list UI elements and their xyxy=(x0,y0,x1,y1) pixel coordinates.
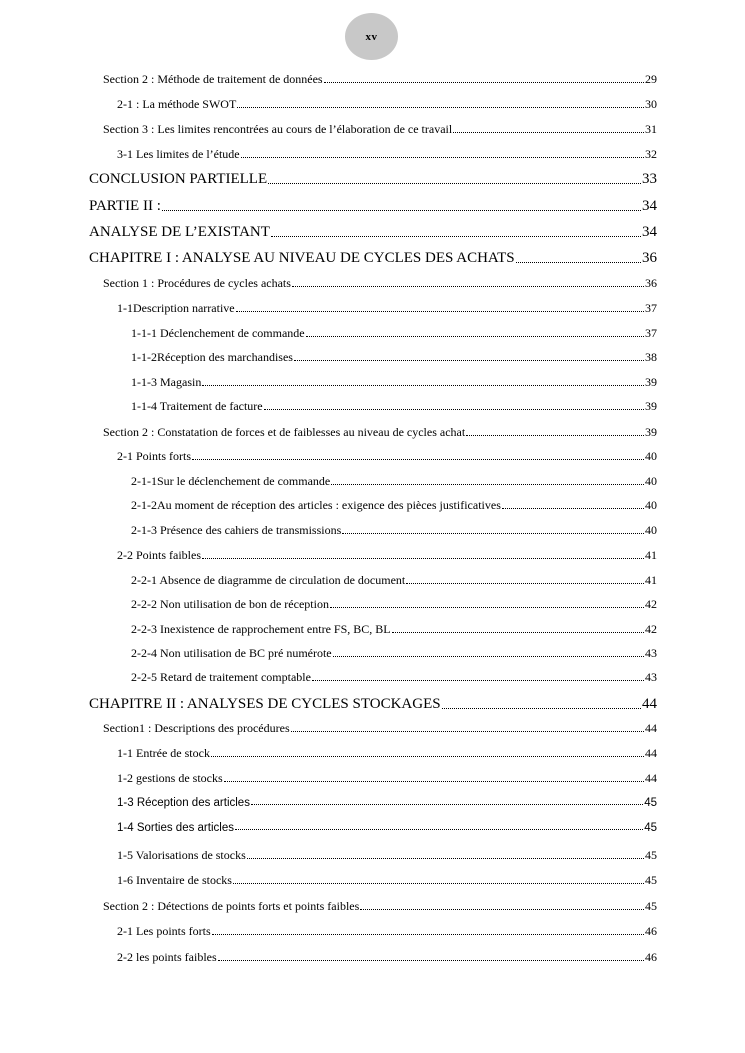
toc-entry-page-number: 43 xyxy=(645,646,657,660)
toc-entry-page-number: 45 xyxy=(645,848,657,862)
toc-entry[interactable] xyxy=(117,746,657,761)
toc-entry-label: Section 2 : Constatation de forces et de faiblesses au niveau de cycles achat xyxy=(103,425,466,439)
toc-entry-label: 1-1-3 Magasin xyxy=(131,375,202,389)
toc-entry[interactable] xyxy=(117,301,657,316)
dot-leader xyxy=(453,132,644,133)
dot-leader xyxy=(360,909,644,910)
toc-entry-page-number: 44 xyxy=(645,721,657,735)
dot-leader xyxy=(271,236,641,237)
dot-leader xyxy=(291,731,644,732)
toc-entry-page-number: 29 xyxy=(645,72,657,86)
dot-leader xyxy=(241,157,644,158)
toc-entry-label: 2-2-4 Non utilisation de BC pré numérote xyxy=(131,646,332,660)
toc-entry-label: 1-2 gestions de stocks xyxy=(117,771,223,785)
dot-leader xyxy=(294,360,644,361)
dot-leader xyxy=(211,756,644,757)
dot-leader xyxy=(324,82,644,83)
toc-entry-page-number: 37 xyxy=(645,326,657,340)
toc-entry[interactable] xyxy=(89,696,657,713)
dot-leader xyxy=(233,883,644,884)
toc-entry-label: 1-1-2Réception des marchandises xyxy=(131,350,293,364)
dot-leader xyxy=(212,934,644,935)
toc-entry-page-number: 42 xyxy=(645,597,657,611)
toc-entry[interactable] xyxy=(131,326,657,341)
toc-entry-label: PARTIE II : xyxy=(89,198,161,214)
toc-entry-label: 1-3 Réception des articles xyxy=(117,797,250,809)
dot-leader xyxy=(237,107,644,108)
toc-entry-page-number: 40 xyxy=(645,474,657,488)
toc-entry-label: 1-5 Valorisations de stocks xyxy=(117,848,246,862)
toc-entry-label: 2-2-5 Retard de traitement comptable xyxy=(131,670,311,684)
toc-entry[interactable] xyxy=(117,797,657,809)
dot-leader xyxy=(268,183,641,184)
dot-leader xyxy=(442,708,641,709)
dot-leader xyxy=(292,286,644,287)
toc-entry[interactable] xyxy=(117,548,657,563)
toc-entry-label: 1-1Description narrative xyxy=(117,301,235,315)
toc-entry[interactable] xyxy=(89,171,657,188)
dot-leader xyxy=(224,781,644,782)
dot-leader xyxy=(342,533,644,534)
toc-entry[interactable] xyxy=(131,498,657,513)
toc-entry-page-number: 43 xyxy=(645,670,657,684)
page-number-badge xyxy=(345,13,398,60)
dot-leader xyxy=(264,409,644,410)
toc-entry-label: 1-6 Inventaire de stocks xyxy=(117,873,232,887)
toc-entry-label: 1-1 Entrée de stock xyxy=(117,746,210,760)
toc-entry[interactable] xyxy=(103,721,657,736)
toc-entry-label: 2-1 : La méthode SWOT xyxy=(117,97,237,111)
toc-entry[interactable] xyxy=(117,873,657,888)
toc-entry[interactable] xyxy=(89,250,657,267)
dot-leader xyxy=(312,680,644,681)
toc-entry[interactable] xyxy=(117,449,657,464)
toc-entry-page-number: 45 xyxy=(644,797,657,809)
toc-entry-page-number: 44 xyxy=(645,771,657,785)
toc-entry-label: 1-1-1 Déclenchement de commande xyxy=(131,326,305,340)
toc-entry[interactable] xyxy=(89,198,657,215)
toc-entry-page-number: 36 xyxy=(642,250,657,266)
toc-entry[interactable] xyxy=(89,224,657,241)
toc-entry-label: 1-4 Sorties des articles xyxy=(117,822,234,834)
toc-entry-page-number: 42 xyxy=(645,622,657,636)
dot-leader xyxy=(392,632,644,633)
toc-entry-page-number: 39 xyxy=(645,425,657,439)
toc-entry-label: 2-1-3 Présence des cahiers de transmissions xyxy=(131,523,342,537)
toc-entry-page-number: 37 xyxy=(645,301,657,315)
toc-entry[interactable] xyxy=(117,924,657,939)
toc-entry-label: ANALYSE DE L’EXISTANT xyxy=(89,224,270,240)
toc-entry-label: 2-1-1Sur le déclenchement de commande xyxy=(131,474,331,488)
toc-entry-page-number: 40 xyxy=(645,523,657,537)
toc-entry[interactable] xyxy=(117,950,657,965)
toc-entry[interactable] xyxy=(131,399,657,414)
toc-entry-page-number: 31 xyxy=(645,122,657,136)
toc-entry[interactable] xyxy=(117,822,657,834)
toc-entry-page-number: 45 xyxy=(645,873,657,887)
toc-entry-label: CHAPITRE I : ANALYSE AU NIVEAU DE CYCLES DES ACHATS xyxy=(89,250,515,266)
toc-entry[interactable] xyxy=(103,122,657,137)
toc-entry-page-number: 45 xyxy=(644,822,657,834)
dot-leader xyxy=(406,583,644,584)
dot-leader xyxy=(247,858,644,859)
dot-leader xyxy=(202,558,644,559)
toc-entry-label: 2-2-1 Absence de diagramme de circulation de document xyxy=(131,573,406,587)
toc-entry-page-number: 46 xyxy=(645,950,657,964)
dot-leader xyxy=(306,336,644,337)
toc-entry-page-number: 40 xyxy=(645,449,657,463)
page-number: xv xyxy=(365,30,378,43)
dot-leader xyxy=(162,210,641,211)
toc-entry-label: 3-1 Les limites de l’étude xyxy=(117,147,240,161)
dot-leader xyxy=(502,508,644,509)
toc-entry-page-number: 32 xyxy=(645,147,657,161)
toc-entry[interactable] xyxy=(103,72,657,87)
toc-entry-label: 1-1-4 Traitement de facture xyxy=(131,399,263,413)
toc-entry[interactable] xyxy=(103,425,657,440)
toc-entry-label: Section 2 : Méthode de traitement de données xyxy=(103,72,323,86)
toc-entry-label: 2-2 les points faibles xyxy=(117,950,217,964)
toc-entry-page-number: 36 xyxy=(645,276,657,290)
toc-entry-page-number: 30 xyxy=(645,97,657,111)
dot-leader xyxy=(331,484,644,485)
toc-entry[interactable] xyxy=(131,670,657,685)
toc-entry-page-number: 39 xyxy=(645,399,657,413)
dot-leader xyxy=(466,435,644,436)
dot-leader xyxy=(516,262,641,263)
toc-entry-label: CHAPITRE II : ANALYSES DE CYCLES STOCKAGES xyxy=(89,696,441,712)
toc-entry-label: 2-1-2Au moment de réception des articles : exigence des pièces justificatives xyxy=(131,498,501,512)
toc-entry[interactable] xyxy=(117,147,657,162)
toc-entry-page-number: 33 xyxy=(642,171,657,187)
dot-leader xyxy=(251,804,643,805)
toc-entry-label: CONCLUSION PARTIELLE xyxy=(89,171,268,187)
toc-entry-page-number: 44 xyxy=(645,746,657,760)
toc-entry[interactable] xyxy=(131,622,657,637)
toc-entry[interactable] xyxy=(117,848,657,863)
toc-entry-page-number: 45 xyxy=(645,899,657,913)
toc-entry[interactable] xyxy=(103,276,657,291)
dot-leader xyxy=(330,607,644,608)
dot-leader xyxy=(333,656,644,657)
toc-entry[interactable] xyxy=(131,474,657,489)
toc-entry[interactable] xyxy=(131,646,657,661)
toc-entry-label: Section 2 : Détections de points forts et points faibles xyxy=(103,899,360,913)
toc-entry-page-number: 34 xyxy=(642,224,657,240)
toc-entry-label: Section 3 : Les limites rencontrées au cours de l’élaboration de ce travail xyxy=(103,122,453,136)
dot-leader xyxy=(236,311,644,312)
toc-entry-page-number: 44 xyxy=(642,696,657,712)
toc-entry[interactable] xyxy=(131,350,657,365)
toc-entry-page-number: 34 xyxy=(642,198,657,214)
toc-entry[interactable] xyxy=(131,523,657,538)
toc-entry-page-number: 38 xyxy=(645,350,657,364)
toc-entry[interactable] xyxy=(103,899,657,914)
toc-entry-page-number: 40 xyxy=(645,498,657,512)
toc-entry[interactable] xyxy=(117,97,657,112)
toc-entry-label: 2-2 Points faibles xyxy=(117,548,201,562)
dot-leader xyxy=(202,385,644,386)
toc-entry-page-number: 41 xyxy=(645,548,657,562)
toc-entry-label: 2-2-3 Inexistence de rapprochement entre FS, BC, BL xyxy=(131,622,391,636)
toc-entry-label: 2-1 Les points forts xyxy=(117,924,211,938)
toc-entry-label: Section1 : Descriptions des procédures xyxy=(103,721,290,735)
toc-entry[interactable] xyxy=(131,573,657,588)
toc-entry[interactable] xyxy=(131,597,657,612)
toc-entry-page-number: 39 xyxy=(645,375,657,389)
dot-leader xyxy=(192,459,644,460)
dot-leader xyxy=(218,960,644,961)
toc-entry-label: 2-1 Points forts xyxy=(117,449,192,463)
toc-entry-page-number: 41 xyxy=(645,573,657,587)
toc-entry[interactable] xyxy=(117,771,657,786)
dot-leader xyxy=(235,829,643,830)
toc-entry-page-number: 46 xyxy=(645,924,657,938)
toc-entry-label: Section 1 : Procédures de cycles achats xyxy=(103,276,291,290)
toc-entry[interactable] xyxy=(131,375,657,390)
toc-entry-label: 2-2-2 Non utilisation de bon de réception xyxy=(131,597,329,611)
